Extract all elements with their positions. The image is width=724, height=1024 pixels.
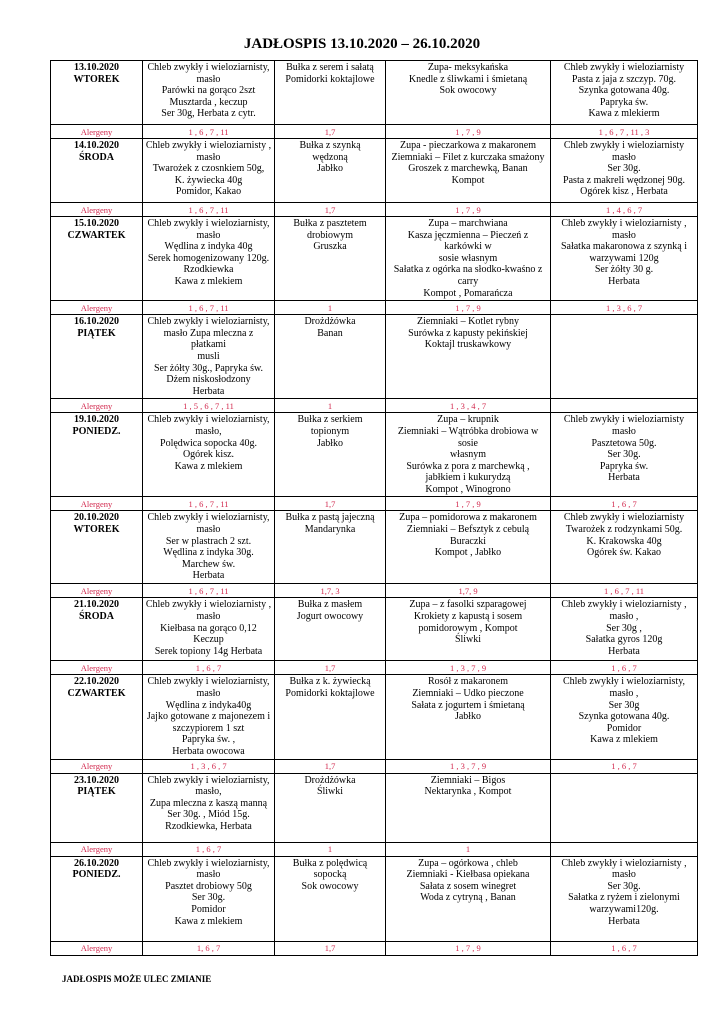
meal-cell xyxy=(275,511,386,584)
menu-day-row xyxy=(51,217,698,301)
menu-day-row xyxy=(51,511,698,584)
meal-cell xyxy=(275,856,386,941)
day-date: 15.10.2020 xyxy=(74,218,119,229)
meal-text: Chleb zwykły i wieloziarnisty, masło Wędlina z indyka 40g Serek homogenizowany 120g. Rzodkiewka Kawa z mlekiem xyxy=(147,218,270,287)
meal-text: Bułka z szynką wędzoną Jabłko xyxy=(299,140,361,175)
meal-cell xyxy=(386,217,551,301)
allergen-codes: 1,7 xyxy=(275,941,386,955)
day-cell xyxy=(51,61,143,125)
allergen-row xyxy=(51,301,698,315)
meal-cell xyxy=(386,61,551,125)
menu-day-row xyxy=(51,61,698,125)
meal-text: Ziemniaki – Bigos Nektarynka , Kompot xyxy=(424,774,512,798)
meal-cell xyxy=(386,413,551,497)
day-cell xyxy=(51,675,143,759)
allergen-codes: 1 , 4 , 6 , 7 xyxy=(551,203,698,217)
allergen-label: Alergeny xyxy=(51,584,143,598)
meal-cell xyxy=(551,773,698,842)
allergen-codes: 1 , 3 , 4 , 7 xyxy=(386,399,551,413)
meal-cell xyxy=(143,217,275,301)
allergen-codes: 1 xyxy=(275,842,386,856)
meal-cell xyxy=(143,139,275,203)
day-cell xyxy=(51,856,143,941)
allergen-codes: 1,7 xyxy=(275,125,386,139)
day-weekday: PONIEDZ. xyxy=(72,869,121,881)
meal-text: Zupa – z fasolki szparagowej Krokiety z kapustą i sosem pomidorowym , Kompot Śliwki xyxy=(409,599,527,646)
allergen-codes: 1 , 3 , 7 , 9 xyxy=(386,661,551,675)
allergen-codes: 1 , 6 , 7 xyxy=(551,759,698,773)
meal-cell xyxy=(275,675,386,759)
meal-text: Chleb zwykły i wieloziarnisty , masło , Ser 30g , Sałatka gyros 120g Herbata xyxy=(561,599,687,657)
meal-cell xyxy=(386,315,551,399)
day-cell xyxy=(51,413,143,497)
allergen-label: Alergeny xyxy=(51,759,143,773)
allergen-codes: 1 , 7 , 9 xyxy=(386,497,551,511)
allergen-row xyxy=(51,842,698,856)
allergen-codes: 1,7 xyxy=(275,759,386,773)
day-date: 14.10.2020 xyxy=(74,140,119,151)
allergen-codes: 1 , 6 , 7 xyxy=(551,497,698,511)
meal-cell xyxy=(143,413,275,497)
meal-text: Drożdżówka Śliwki xyxy=(304,774,356,798)
meal-cell xyxy=(551,675,698,759)
day-date: 23.10.2020 xyxy=(74,774,119,786)
meal-text: Zupa - pieczarkowa z makaronem Ziemniaki – Filet z kurczaka smażony Groszek z marchewką, Banan Kompot xyxy=(391,140,545,186)
meal-text: Chleb zwykły i wieloziarnisty Pasta z jaja z szczyp. 70g. Szynka gotowana 40g. Papryka św. Kawa z mlekierm xyxy=(563,62,685,120)
allergen-codes: 1 , 6 , 7 xyxy=(551,941,698,955)
day-date: 19.10.2020 xyxy=(74,414,119,426)
meal-cell xyxy=(386,675,551,759)
allergen-codes: 1 , 6 , 7 , 11 xyxy=(143,584,275,598)
day-date: 13.10.2020 xyxy=(74,62,119,73)
allergen-row xyxy=(51,497,698,511)
allergen-label: Alergeny xyxy=(51,125,143,139)
meal-text: Chleb zwykły i wieloziarnisty, masło Pasztet drobiowy 50g Ser 30g. Pomidor Kawa z mlekiem xyxy=(147,857,270,927)
day-cell xyxy=(51,139,143,203)
allergen-codes: 1 , 7 , 9 xyxy=(386,301,551,315)
allergen-codes: 1 , 6 , 7 xyxy=(143,661,275,675)
menu-table xyxy=(50,60,698,956)
allergen-label: Alergeny xyxy=(51,399,143,413)
meal-cell xyxy=(143,315,275,399)
meal-text: Chleb zwykły i wieloziarnisty, masło , Ser 30g Szynka gotowana 40g. Pomidor Kawa z mlekiem xyxy=(562,676,686,746)
day-weekday: PONIEDZ. xyxy=(72,425,121,437)
menu-day-row xyxy=(51,856,698,941)
allergen-row xyxy=(51,125,698,139)
meal-cell xyxy=(551,598,698,661)
allergen-label: Alergeny xyxy=(51,203,143,217)
menu-day-row xyxy=(51,413,698,497)
menu-day-row xyxy=(51,315,698,399)
meal-cell xyxy=(275,61,386,125)
allergen-codes: 1 , 3 , 6 , 7 xyxy=(143,759,275,773)
meal-text: Ziemniaki – Kotlet rybny Surówka z kapusty pekińskiej Koktajl truskawkowy xyxy=(408,316,528,351)
allergen-codes: 1,7, 3 xyxy=(275,584,386,598)
day-weekday: PIĄTEK xyxy=(77,786,116,798)
allergen-codes: 1 , 6 , 7 , 11 xyxy=(551,584,698,598)
meal-cell xyxy=(551,61,698,125)
allergen-codes: 1 , 6 , 7 , 11 xyxy=(143,497,275,511)
day-weekday: CZWARTEK xyxy=(67,229,126,241)
allergen-row xyxy=(51,203,698,217)
meal-text: Zupa – ogórkowa , chleb Ziemniaki - Kiełbasa opiekana Sałata z sosem winegret Woda z cytryną , Banan xyxy=(406,857,530,904)
allergen-codes: 1 xyxy=(386,842,551,856)
meal-cell xyxy=(551,856,698,941)
meal-cell xyxy=(143,61,275,125)
allergen-codes xyxy=(551,842,698,856)
meal-cell xyxy=(386,856,551,941)
allergen-codes: 1 xyxy=(275,301,386,315)
meal-text: Chleb zwykły i wieloziarnisty, masło Parówki na gorąco 2szt Musztarda , keczup Ser 30g, Herbata z cytr. xyxy=(147,62,270,120)
meal-text: Chleb zwykły i wieloziarnisty, masło Ser w plastrach 2 szt. Wędlina z indyka 30g. Marchew św. Herbata xyxy=(147,512,270,582)
meal-cell xyxy=(275,413,386,497)
allergen-label: Alergeny xyxy=(51,301,143,315)
day-weekday: WTOREK xyxy=(73,524,120,536)
meal-cell xyxy=(551,217,698,301)
meal-cell xyxy=(275,598,386,661)
allergen-row xyxy=(51,941,698,955)
day-cell xyxy=(51,315,143,399)
meal-cell xyxy=(551,139,698,203)
meal-text: Chleb zwykły i wieloziarnisty masło Pasztetowa 50g. Ser 30g. Papryka św. Herbata xyxy=(563,414,685,484)
menu-day-row xyxy=(51,675,698,759)
allergen-label: Alergeny xyxy=(51,497,143,511)
allergen-label: Alergeny xyxy=(51,842,143,856)
menu-day-row xyxy=(51,598,698,661)
allergen-codes: 1 , 6 , 7 xyxy=(143,842,275,856)
meal-text: Chleb zwykły i wieloziarnisty, masło Wędlina z indyka40g Jajko gotowane z majonezem i szczypiorem 1 szt Papryka św. , Herbata owocowa xyxy=(146,676,271,758)
day-weekday: ŚRODA xyxy=(78,151,114,163)
meal-text: Chleb zwykły i wieloziarnisty , masło Sałatka makaronowa z szynką i warzywami 120g Ser żółty 30 g. Herbata xyxy=(560,218,688,287)
meal-text: Chleb zwykły i wieloziarnisty, masło Zupa mleczna z płatkami musli Ser żółty 30g., Papryka św. Dżem niskosłodzony Herbata xyxy=(147,316,270,397)
meal-text: Bułka z pastą jajeczną Mandarynka xyxy=(285,512,375,536)
meal-cell xyxy=(143,773,275,842)
allergen-codes: 1 , 6 , 7 , 11 xyxy=(143,203,275,217)
meal-text: Zupa – krupnik Ziemniaki – Wątróbka drobiowa w sosie własnym Surówka z pora z marchewką , jabłkiem i kukurydzą Kompot , Winogrono xyxy=(397,414,539,495)
allergen-codes: 1 , 7 , 9 xyxy=(386,125,551,139)
menu-day-row xyxy=(51,139,698,203)
allergen-codes: 1 xyxy=(275,399,386,413)
meal-text: Chleb zwykły i wieloziarnisty , masło Twarożek z czosnkiem 50g, K. żywiecka 40g Pomidor, Kakao xyxy=(145,140,272,198)
day-date: 21.10.2020 xyxy=(74,599,119,611)
allergen-codes: 1 , 3 , 6 , 7 xyxy=(551,301,698,315)
meal-cell xyxy=(551,511,698,584)
day-weekday: CZWARTEK xyxy=(67,688,126,700)
allergen-codes: 1,7 xyxy=(275,203,386,217)
menu-day-row xyxy=(51,773,698,842)
allergen-codes: 1 , 6 , 7 xyxy=(551,661,698,675)
meal-text: Bułka z masłem Jogurt owocowy xyxy=(296,599,364,623)
day-cell xyxy=(51,773,143,842)
day-weekday: ŚRODA xyxy=(78,611,114,623)
meal-text: Bułka z k. żywiecką Pomidorki koktajlowe xyxy=(285,676,375,700)
meal-cell xyxy=(275,139,386,203)
meal-cell xyxy=(143,856,275,941)
allergen-codes: 1 , 3 , 7 , 9 xyxy=(386,759,551,773)
allergen-codes: 1,7 xyxy=(275,661,386,675)
meal-text: Bułka z pasztetem drobiowym Gruszka xyxy=(293,218,367,253)
meal-text: Chleb zwykły i wieloziarnisty , masło Ser 30g. Sałatka z ryżem i zielonymi warzywami120g. Herbata xyxy=(561,857,687,927)
page-title: JADŁOSPIS 13.10.2020 – 26.10.2020 xyxy=(243,36,481,52)
meal-cell xyxy=(143,511,275,584)
allergen-codes: 1 , 7 , 9 xyxy=(386,203,551,217)
menu-body xyxy=(51,61,698,956)
meal-text: Chleb zwykły i wieloziarnisty masło Ser 30g. Pasta z makreli wędzonej 90g. Ogórek kisz , Herbata xyxy=(563,140,685,198)
allergen-codes: 1 , 6 , 7 , 11 xyxy=(143,301,275,315)
meal-text: Bułka z polędwicą sopocką Sok owocowy xyxy=(292,857,368,892)
allergen-codes: 1 , 6 , 7 , 11 , 3 xyxy=(551,125,698,139)
allergen-codes: 1,7 xyxy=(275,497,386,511)
meal-cell xyxy=(275,217,386,301)
meal-text: Bułka z serem i sałatą Pomidorki koktajlowe xyxy=(285,62,375,85)
allergen-codes: 1 , 6 , 7 , 11 xyxy=(143,125,275,139)
meal-cell xyxy=(386,139,551,203)
meal-cell xyxy=(275,773,386,842)
allergen-codes: 1 , 7 , 9 xyxy=(386,941,551,955)
day-cell xyxy=(51,598,143,661)
allergen-row xyxy=(51,759,698,773)
meal-cell xyxy=(386,773,551,842)
meal-text: Chleb zwykły i wieloziarnisty, masło, Polędwica sopocka 40g. Ogórek kisz. Kawa z mlekiem xyxy=(147,414,270,472)
meal-text: Chleb zwykły i wieloziarnisty, masło, Zupa mleczna z kaszą manną Ser 30g. , Miód 15g. Rzodkiewka, Herbata xyxy=(147,774,270,832)
meal-text: Bułka z serkiem topionym Jabłko xyxy=(297,414,363,449)
meal-cell xyxy=(551,413,698,497)
meal-cell xyxy=(386,511,551,584)
meal-text: Chleb zwykły i wieloziarnisty , masło Kiełbasa na gorąco 0,12 Keczup Serek topiony 14g Herbata xyxy=(145,599,272,657)
day-weekday: WTOREK xyxy=(73,73,120,85)
day-date: 20.10.2020 xyxy=(74,512,119,524)
meal-cell xyxy=(275,315,386,399)
meal-text: Zupa – marchwiana Kasza jęczmienna – Pieczeń z karkówki w sosie własnym Sałatka z ogórka na słodko-kwaśno z carry Kompot , Pomarańcza xyxy=(393,218,543,299)
allergen-row xyxy=(51,584,698,598)
day-weekday: PIĄTEK xyxy=(77,327,116,339)
day-date: 26.10.2020 xyxy=(74,857,119,869)
meal-cell xyxy=(143,675,275,759)
allergen-label: Alergeny xyxy=(51,661,143,675)
meal-text: Zupa – pomidorowa z makaronem Ziemniaki – Befsztyk z cebulą Buraczki Kompot , Jabłko xyxy=(399,512,537,559)
allergen-row xyxy=(51,399,698,413)
meal-cell xyxy=(386,598,551,661)
allergen-codes: 1, 6 , 7 xyxy=(143,941,275,955)
allergen-label: Alergeny xyxy=(51,941,143,955)
meal-text: Chleb zwykły i wieloziarnisty Twarożek z rodzynkami 50g. K. Krakowska 40g Ogórek św. Kakao xyxy=(563,512,685,559)
day-date: 22.10.2020 xyxy=(74,676,119,688)
meal-cell xyxy=(551,315,698,399)
day-cell xyxy=(51,511,143,584)
meal-text: Zupa- meksykańska Knedle z śliwkami i śmietaną Sok owocowy xyxy=(408,62,528,97)
meal-text: Drożdżówka Banan xyxy=(304,316,356,339)
footer-note: JADŁOSPIS MOŻE ULEC ZMIANIE xyxy=(62,974,212,984)
allergen-row xyxy=(51,661,698,675)
allergen-codes: 1,7, 9 xyxy=(386,584,551,598)
day-date: 16.10.2020 xyxy=(74,316,119,328)
allergen-codes: 1 , 5 , 6 , 7 , 11 xyxy=(143,399,275,413)
allergen-codes xyxy=(551,399,698,413)
day-cell xyxy=(51,217,143,301)
meal-text: Rosół z makaronem Ziemniaki – Udko pieczone Sałata z jogurtem i śmietaną Jabłko xyxy=(411,676,525,723)
meal-cell xyxy=(143,598,275,661)
